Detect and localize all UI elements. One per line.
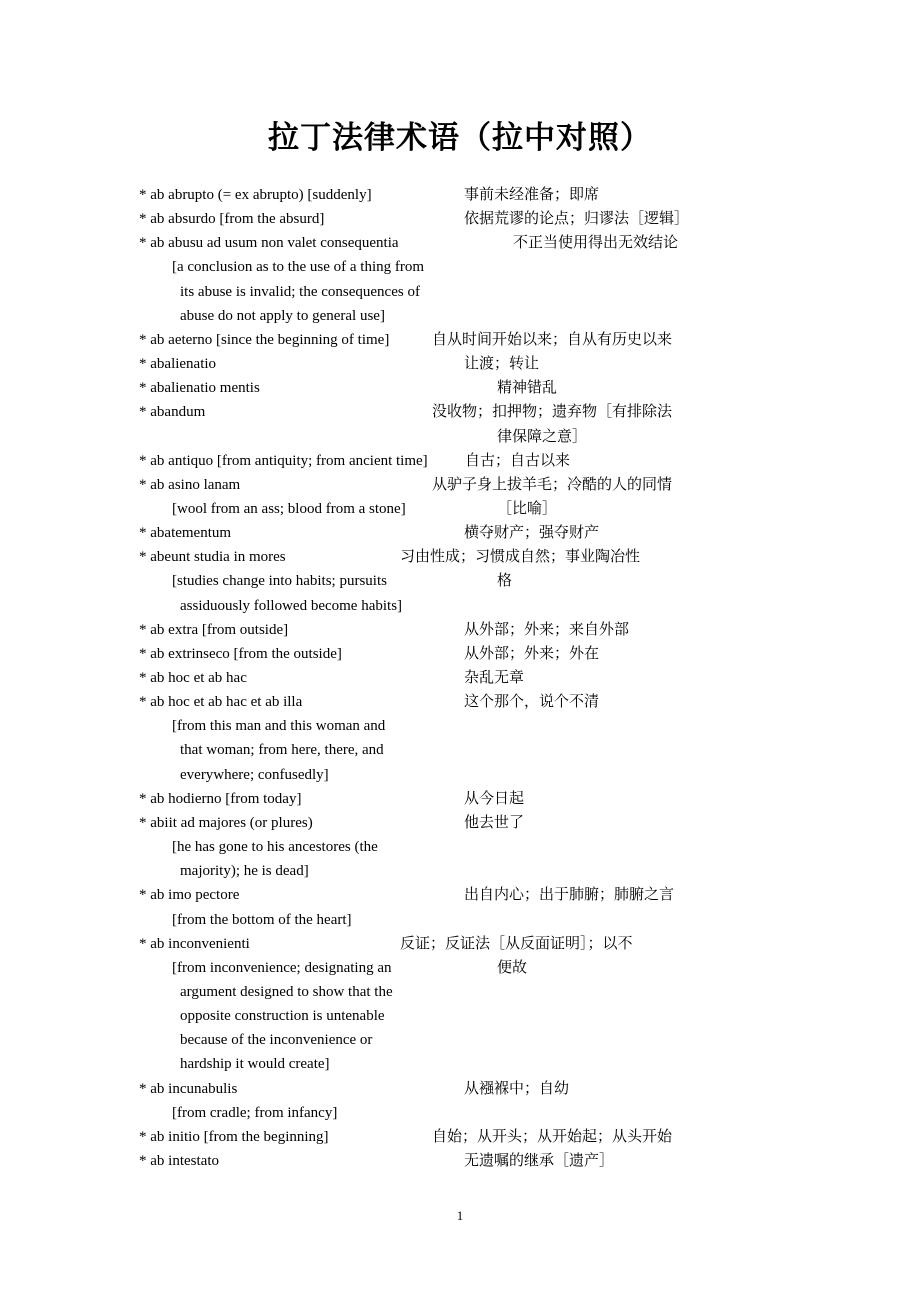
chinese-translation: 从外部；外来；来自外部	[464, 621, 630, 638]
latin-term: abuse do not apply to general use]	[180, 307, 385, 324]
chinese-translation: 便故	[497, 959, 528, 976]
latin-term: everywhere; confusedly]	[180, 766, 329, 783]
latin-term: * abeunt studia in mores	[139, 549, 286, 566]
page-title: 拉丁法律术语（拉中对照）	[268, 120, 652, 156]
chinese-translation: 出自内心；出于肺腑；肺腑之言	[464, 887, 675, 904]
latin-term: * abalienatio mentis	[139, 380, 260, 397]
latin-term: majority); he is dead]	[180, 863, 309, 880]
latin-term: * ab aeterno [since the beginning of time]	[139, 331, 390, 348]
latin-term: * ab initio [from the beginning]	[139, 1128, 329, 1145]
latin-term: * ab extra [from outside]	[139, 621, 289, 638]
latin-term: its abuse is invalid; the consequences of	[180, 283, 420, 300]
page-number: 1	[456, 1208, 464, 1223]
latin-term: * abatementum	[139, 525, 232, 542]
latin-term: [he has gone to his ancestores (the	[172, 839, 378, 856]
latin-term: [from this man and this woman and	[172, 718, 386, 735]
latin-term: argument designed to show that the	[180, 983, 393, 1000]
latin-term: * ab extrinseco [from the outside]	[139, 645, 342, 662]
chinese-translation: 精神错乱	[497, 380, 558, 397]
chinese-translation: 自始；从开头；从开始起；从头开始	[432, 1128, 673, 1145]
latin-term: * ab hoc et ab hac	[139, 670, 247, 686]
chinese-translation: 从驴子身上拔羊毛；冷酷的人的同情	[432, 476, 673, 493]
latin-term: [studies change into habits; pursuits	[172, 573, 387, 590]
latin-term: [from inconvenience; designating an	[172, 959, 392, 976]
latin-term: [from the bottom of the heart]	[172, 911, 352, 928]
chinese-translation: 他去世了	[464, 814, 525, 831]
chinese-translation: 不正当使用得出无效结论	[513, 235, 679, 252]
chinese-translation: 横夺财产；强夺财产	[464, 525, 600, 542]
chinese-translation: 没收物；扣押物；遗弃物［有排除法	[432, 404, 673, 421]
latin-term: [from cradle; from infancy]	[172, 1104, 338, 1121]
chinese-translation: 事前未经准备；即席	[464, 187, 600, 203]
latin-term: * ab asino lanam	[139, 476, 241, 493]
chinese-translation: 这个那个，说个不清	[464, 694, 600, 711]
latin-term: because of the inconvenience or	[180, 1032, 373, 1049]
latin-term: * ab hodierno [from today]	[139, 790, 302, 807]
latin-term: * ab abrupto (= ex abrupto) [suddenly]	[139, 187, 372, 203]
chinese-translation: 格	[497, 573, 513, 590]
latin-term: * abiit ad majores (or plures)	[139, 814, 313, 831]
latin-term: * ab hoc et ab hac et ab illa	[139, 694, 303, 711]
chinese-translation: 自古；自古以来	[465, 452, 571, 469]
latin-term: * ab antiquo [from antiquity; from ancient time]	[139, 452, 428, 469]
chinese-translation: 律保障之意］	[497, 428, 588, 445]
latin-term: * abandum	[139, 404, 206, 421]
latin-term: * ab inconvenienti	[139, 935, 250, 952]
latin-term: that woman; from here, there, and	[180, 742, 384, 759]
chinese-translation: 无遗嘱的继承［遗产］	[464, 1153, 615, 1169]
chinese-translation: 杂乱无章	[464, 670, 525, 686]
chinese-translation: 习由性成；习惯成自然；事业陶冶性	[400, 549, 641, 566]
chinese-translation: 从襁褓中；自幼	[464, 1080, 570, 1097]
latin-term: * ab absurdo [from the absurd]	[139, 211, 325, 228]
chinese-translation: 自从时间开始以来；自从有历史以来	[432, 331, 673, 348]
latin-term: opposite construction is untenable	[180, 1008, 385, 1025]
chinese-translation: 从今日起	[464, 790, 525, 807]
latin-term: [a conclusion as to the use of a thing from	[172, 259, 425, 276]
latin-term: * ab imo pectore	[139, 887, 240, 904]
latin-term: * ab incunabulis	[139, 1080, 238, 1097]
latin-term: * ab abusu ad usum non valet consequentia	[139, 235, 399, 252]
latin-term: * ab intestato	[139, 1153, 219, 1169]
latin-term: [wool from an ass; blood from a stone]	[172, 500, 406, 517]
chinese-translation: 反证；反证法［从反面证明］；以不	[400, 935, 633, 952]
chinese-translation: ［比喻］	[497, 500, 558, 517]
latin-term: hardship it would create]	[180, 1056, 330, 1073]
latin-term: * abalienatio	[139, 356, 217, 373]
latin-term: assiduously followed become habits]	[180, 597, 403, 614]
chinese-translation: 让渡；转让	[464, 356, 540, 373]
chinese-translation: 依据荒谬的论点；归谬法［逻辑］	[464, 211, 690, 228]
chinese-translation: 从外部；外来；外在	[464, 645, 600, 662]
